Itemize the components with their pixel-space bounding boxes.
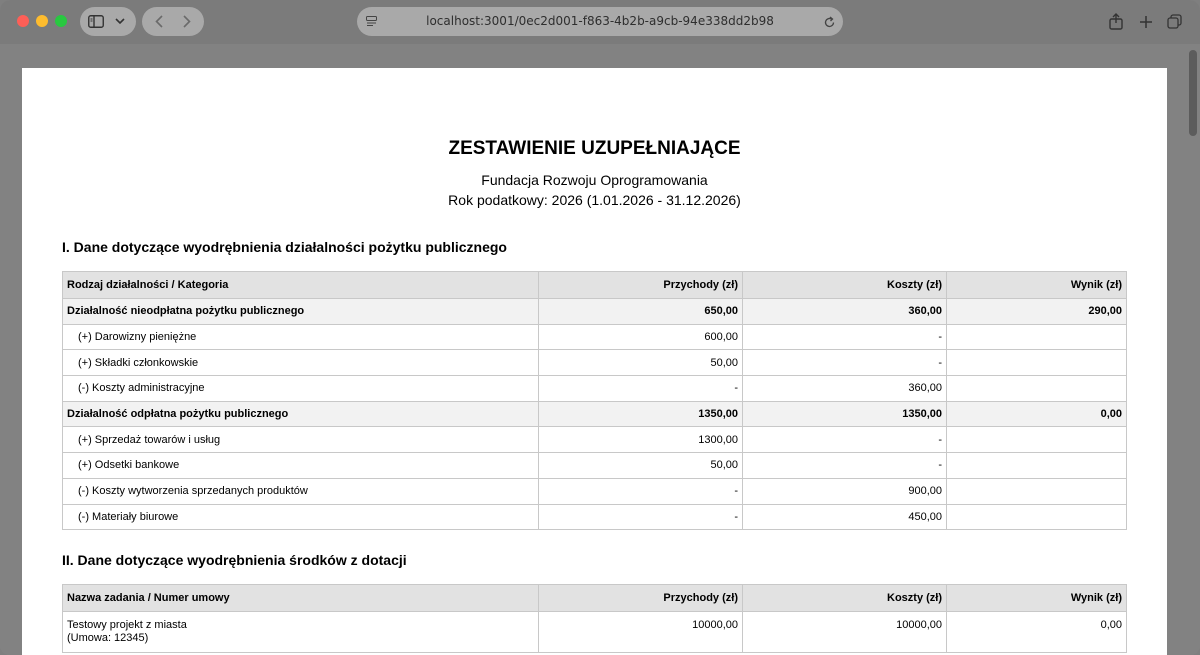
column-header: Rodzaj działalności / Kategoria (63, 272, 539, 299)
costs-cell: 360,00 (743, 376, 947, 402)
url-text: localhost:3001/0ec2d001-f863-4b2b-a9cb-94e338dd2b98 (426, 14, 774, 28)
revenue-cell: 50,00 (539, 453, 743, 479)
result-cell (947, 504, 1127, 530)
result-cell (947, 350, 1127, 376)
costs-cell: - (743, 453, 947, 479)
tax-year: Rok podatkowy: 2026 (1.01.2026 - 31.12.2026) (448, 192, 741, 208)
section-1-heading: I. Dane dotyczące wyodrębnienia działalności pożytku publicznego (62, 239, 507, 255)
browser-toolbar (0, 0, 1200, 44)
costs-cell: 10000,00 (743, 612, 947, 653)
table-row (63, 401, 1127, 427)
forward-arrow-icon[interactable] (180, 14, 194, 28)
row-label: Działalność nieodpłatna pożytku publicznego (63, 299, 539, 325)
vertical-scrollbar[interactable] (1186, 44, 1200, 655)
result-cell (947, 376, 1127, 402)
costs-cell: 900,00 (743, 478, 947, 504)
result-cell (947, 324, 1127, 350)
reload-icon[interactable] (823, 15, 836, 28)
column-header: Wynik (zł) (947, 272, 1127, 299)
new-tab-icon[interactable] (1137, 13, 1154, 30)
back-arrow-icon[interactable] (152, 14, 166, 28)
row-label: (+) Darowizny pieniężne (63, 324, 539, 350)
column-header: Nazwa zadania / Numer umowy (63, 585, 539, 612)
column-header: Przychody (zł) (539, 272, 743, 299)
revenue-cell: 10000,00 (539, 612, 743, 653)
row-label: (+) Odsetki bankowe (63, 453, 539, 479)
address-bar[interactable] (357, 7, 843, 36)
share-icon[interactable] (1107, 12, 1124, 31)
organization-name: Fundacja Rozwoju Oprogramowania (481, 172, 708, 188)
revenue-cell: - (539, 504, 743, 530)
minimize-window-button[interactable] (36, 15, 48, 27)
contract-number: (Umowa: 12345) (67, 632, 149, 644)
revenue-cell: 1350,00 (539, 401, 743, 427)
result-cell: 0,00 (947, 401, 1127, 427)
result-cell (947, 453, 1127, 479)
revenue-cell: - (539, 478, 743, 504)
table-row (63, 299, 1127, 325)
table-row (63, 612, 1127, 653)
table-row (63, 350, 1127, 376)
table-row (63, 478, 1127, 504)
table-header-row (63, 272, 1127, 299)
result-cell: 0,00 (947, 612, 1127, 653)
table-header-row (63, 585, 1127, 612)
sidebar-icon (88, 14, 104, 28)
revenue-cell: 1300,00 (539, 427, 743, 453)
costs-cell: - (743, 350, 947, 376)
task-cell (63, 612, 539, 653)
revenue-cell: 50,00 (539, 350, 743, 376)
costs-cell: - (743, 427, 947, 453)
document-page (22, 68, 1167, 655)
column-header: Koszty (zł) (743, 272, 947, 299)
maximize-window-button[interactable] (55, 15, 67, 27)
close-window-button[interactable] (17, 15, 29, 27)
tab-overview-icon[interactable] (1166, 13, 1183, 30)
costs-cell: - (743, 324, 947, 350)
task-name: Testowy projekt z miasta (67, 619, 187, 631)
chevron-down-icon[interactable] (114, 15, 126, 27)
scrollbar-thumb[interactable] (1189, 50, 1197, 136)
revenue-cell: 600,00 (539, 324, 743, 350)
navigation-buttons (142, 7, 204, 36)
table-row (63, 376, 1127, 402)
document-title: ZESTAWIENIE UZUPEŁNIAJĄCE (448, 138, 741, 159)
table-row (63, 427, 1127, 453)
section-2-heading: II. Dane dotyczące wyodrębnienia środków z dotacji (62, 552, 407, 568)
revenue-cell: 650,00 (539, 299, 743, 325)
result-cell (947, 478, 1127, 504)
sidebar-toggle-button[interactable] (80, 7, 136, 36)
activity-table (62, 271, 1127, 530)
row-label: Działalność odpłatna pożytku publicznego (63, 401, 539, 427)
row-label: (-) Koszty administracyjne (63, 376, 539, 402)
table-row (63, 504, 1127, 530)
costs-cell: 1350,00 (743, 401, 947, 427)
costs-cell: 450,00 (743, 504, 947, 530)
column-header: Przychody (zł) (539, 585, 743, 612)
row-label: (-) Koszty wytworzenia sprzedanych produktów (63, 478, 539, 504)
table-row (63, 324, 1127, 350)
costs-cell: 360,00 (743, 299, 947, 325)
table-row (63, 453, 1127, 479)
row-label: (+) Składki członkowskie (63, 350, 539, 376)
result-cell: 290,00 (947, 299, 1127, 325)
grants-table (62, 584, 1127, 653)
revenue-cell: - (539, 376, 743, 402)
column-header: Wynik (zł) (947, 585, 1127, 612)
row-label: (-) Materiały biurowe (63, 504, 539, 530)
result-cell (947, 427, 1127, 453)
row-label: (+) Sprzedaż towarów i usług (63, 427, 539, 453)
column-header: Koszty (zł) (743, 585, 947, 612)
